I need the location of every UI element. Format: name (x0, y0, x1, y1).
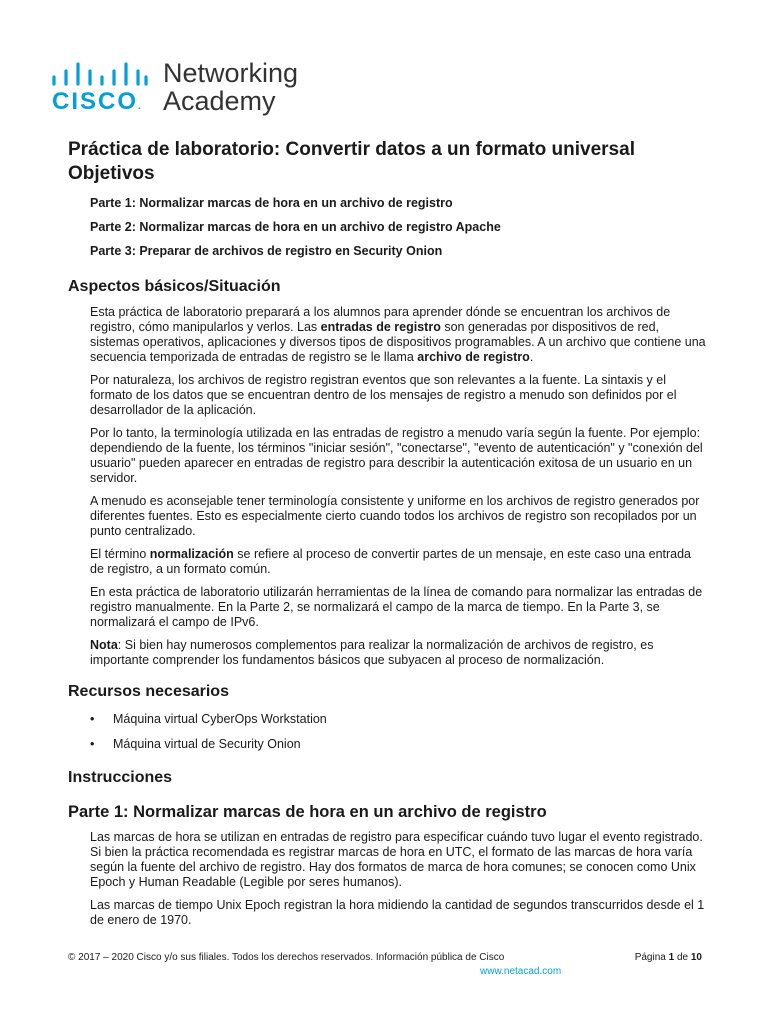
lab-title: Práctica de laboratorio: Convertir datos a un formato universal (68, 139, 635, 160)
page-number: Página 1 de 10 (634, 952, 702, 963)
scenario-paragraph: Esta práctica de laboratorio preparará a los alumnos para aprender dónde se encuentran los archivos de registro, cómo manipularlos y verlos. Las entradas de registro son generadas por dispositivos de red, sistemas operativos, aplicaciones y diversos tipos de dispositivos programables. A un archivo que contiene una secuencia temporizada de entradas de registro se le llama archivo de registro. (90, 305, 706, 364)
scenario-paragraph: El término normalización se refiere al proceso de convertir partes de un mensaje, en este caso una entrada de registro, a un formato común. (90, 547, 692, 576)
resource-item: • Máquina virtual de Security Onion (90, 737, 708, 752)
scenario-heading: Aspectos básicos/Situación (68, 278, 281, 295)
logo-academy-text: Academy (163, 86, 276, 116)
part1-heading: Parte 1: Normalizar marcas de hora en un archivo de registro (68, 803, 547, 821)
networking-academy-logo (52, 58, 312, 118)
logo-networking-text: Networking (163, 58, 299, 88)
resource-item: • Máquina virtual CyberOps Workstation (90, 712, 708, 727)
resources-heading: Recursos necesarios (68, 683, 229, 700)
objective-item: Parte 1: Normalizar marcas de hora en un archivo de registro (90, 196, 453, 210)
objectives-heading: Objetivos (68, 163, 155, 184)
cisco-wordmark: CISCO. (52, 88, 141, 115)
scenario-paragraph: Por naturaleza, los archivos de registro registran eventos que son relevantes a la fuente. La sintaxis y el formato de los datos que se encuentran dentro de los mensajes de registro a menudo son definidos por el desarrollador de la aplicación. (90, 373, 677, 417)
resources-list (90, 712, 708, 752)
instructions-heading: Instrucciones (68, 769, 173, 786)
part1-paragraph: Las marcas de hora se utilizan en entradas de registro para especificar cuándo tuvo lugar el evento registrado. Si bien la práctica recomendada es registrar marcas de hora en UTC, el formato de las marcas de hora varía según la fuente del archivo de registro. Hay dos formatos de marca de hora comunes; se conocen como Unix Epoch y Human Readable (Legible por seres humanos). (90, 830, 703, 889)
copyright-notice: © 2017 – 2020 Cisco y/o sus filiales. Todos los derechos reservados. Información pública de Cisco (68, 952, 505, 963)
scenario-paragraph: En esta práctica de laboratorio utilizarán herramientas de la línea de comando para normalizar las entradas de registro manualmente. En la Parte 2, se normalizará el campo de la marca de tiempo. En la Parte 3, se normalizará el campo de IPv6. (90, 585, 703, 629)
objective-item: Parte 2: Normalizar marcas de hora en un archivo de registro Apache (90, 220, 501, 234)
scenario-paragraph: Por lo tanto, la terminología utilizada en las entradas de registro a menudo varía según la fuente. Por ejemplo: dependiendo de la fuente, los términos "iniciar sesión", "conectarse", "evento de autenticación" y "conexión del usuario" pueden aparecer en entradas de registro para describir la autenticación exitosa de un usuario en un servidor. (90, 426, 703, 485)
scenario-paragraph: A menudo es aconsejable tener terminología consistente y uniforme en los archivos de registro generados por diferentes fuentes. Esto es especialmente cierto cuando todos los archivos de registro son recopilados por un punto centralizado. (90, 494, 700, 538)
part1-paragraph: Las marcas de tiempo Unix Epoch registran la hora midiendo la cantidad de segundos transcurridos desde el 1 de enero de 1970. (90, 898, 705, 927)
netacad-link[interactable]: www.netacad.com (480, 966, 562, 977)
note-paragraph: Nota: Si bien hay numerosos complementos para realizar la normalización de archivos de registro, es importante comprender los fundamentos básicos que subyacen al proceso de normalización. (90, 638, 654, 667)
objective-item: Parte 3: Preparar de archivos de registro en Security Onion (90, 244, 443, 258)
cisco-bars-icon (52, 62, 148, 86)
document-body (68, 138, 708, 928)
